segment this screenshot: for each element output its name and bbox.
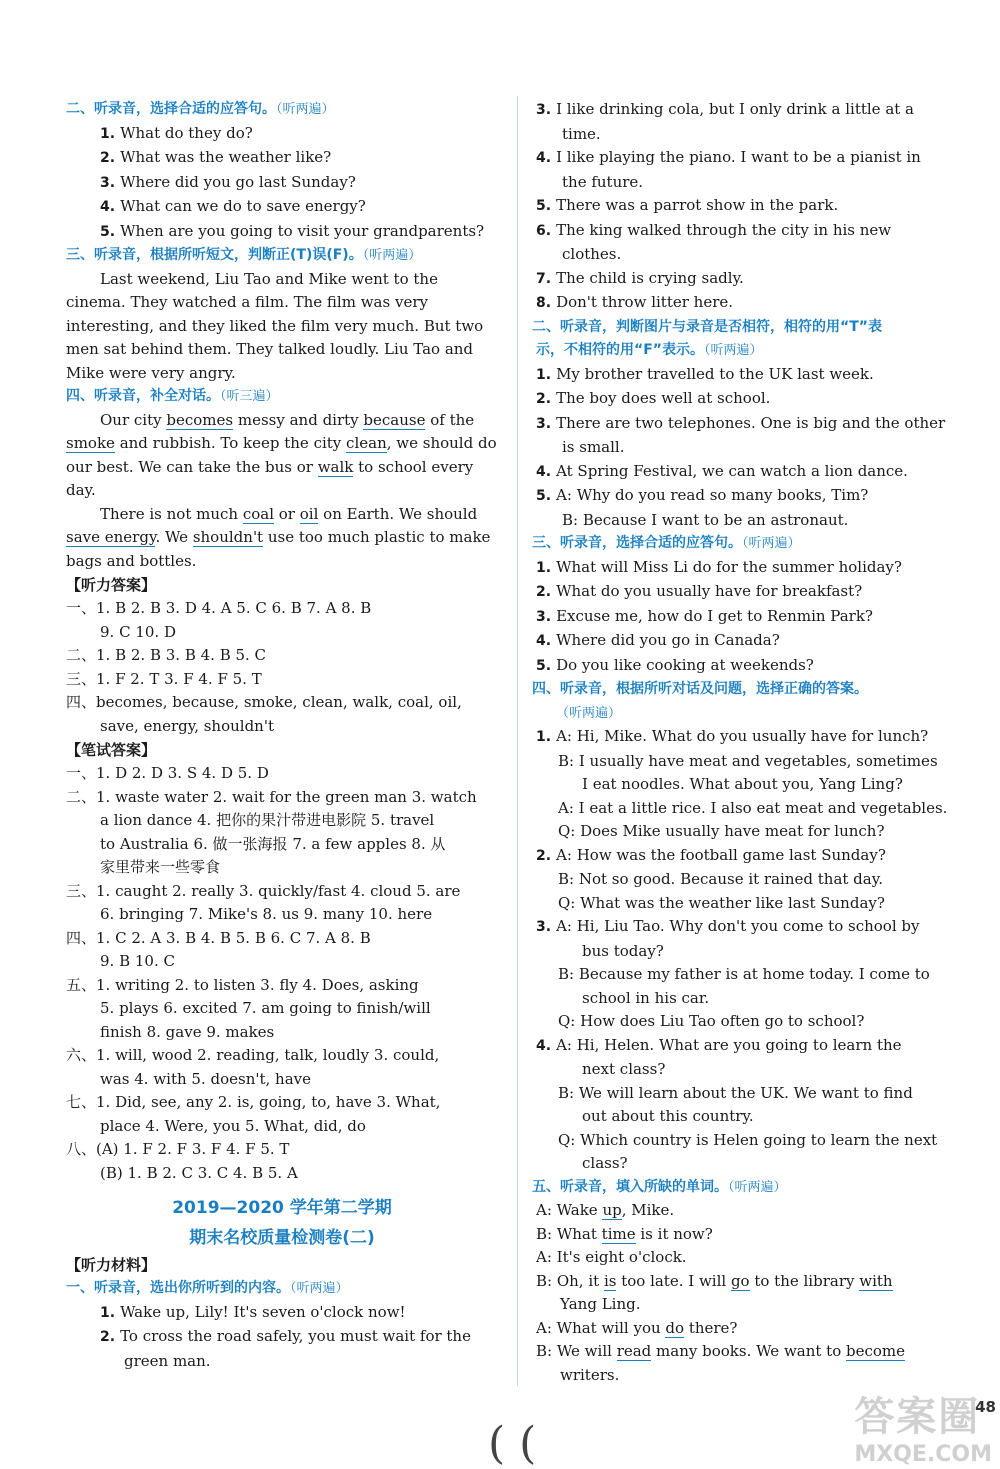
answer-row: save, energy, shouldn't xyxy=(100,716,274,735)
right-column xyxy=(532,98,974,1387)
answer-row: 七、1. Did, see, any 2. is, going, to, have 3. What, xyxy=(66,1093,441,1111)
question-item: 3. There are two telephones. One is big and the other xyxy=(536,413,946,432)
answer-row: 一、1. D 2. D 3. S 4. D 5. D xyxy=(66,764,269,782)
question-item: 5. There was a parrot show in the park. xyxy=(536,196,839,214)
section-heading: 四、听录音，根据所听对话及问题，选择正确的答案。 xyxy=(532,681,868,697)
question-item-cont: is small. xyxy=(562,438,625,456)
question-item: 4. Where did you go in Canada? xyxy=(536,631,780,649)
dialogue-line: A: I eat a little rice. I also eat meat and vegetables. xyxy=(558,798,948,817)
answer-row: 5. plays 6. excited 7. am going to finish/will xyxy=(100,999,431,1017)
dialogue-line: B: I usually have meat and vegetables, sometimes xyxy=(558,751,938,770)
dialogue-line: Q: How does Liu Tao often go to school? xyxy=(558,1012,865,1030)
question-item: 2. What do you usually have for breakfast? xyxy=(536,582,863,600)
watermark: 答案圈 MXQE.COM xyxy=(854,1394,992,1467)
question-item: 8. Don't throw litter here. xyxy=(536,293,734,311)
question-item-cont: time. xyxy=(562,124,601,143)
question-item: 1. My brother travelled to the UK last week. xyxy=(536,364,874,383)
question-item: 3. I like drinking cola, but I only drink a little at a xyxy=(536,100,914,118)
question-item: 1. What do they do? xyxy=(100,123,253,142)
question-item: 3. Excuse me, how do I get to Renmin Park? xyxy=(536,606,873,625)
handwritten-mark: ( ( xyxy=(488,1418,537,1469)
section-heading: 二、听录音，判断图片与录音是否相符，相符的用“T”表 xyxy=(532,318,882,335)
question-item: 2. The boy does well at school. xyxy=(536,389,771,407)
listening-answers-heading: 【听力答案】 xyxy=(66,576,157,594)
question-item: 1. Wake up, Lily! It's seven o'clock now! xyxy=(100,1302,406,1321)
answer-row: 一、1. B 2. B 3. D 4. A 5. C 6. B 7. A 8. B xyxy=(66,599,372,617)
dialogue-line: Q: Which country is Helen going to learn the next xyxy=(558,1130,938,1149)
fill-line: Yang Ling. xyxy=(560,1295,641,1313)
exam-subtitle: 期末名校质量检测卷(二) xyxy=(189,1228,375,1248)
column-divider xyxy=(517,96,518,1386)
question-item: 5. Do you like cooking at weekends? xyxy=(536,655,814,674)
question-item: 4. What can we do to save energy? xyxy=(100,197,366,215)
fill-line: A: Wake up, Mike. xyxy=(536,1201,675,1219)
section-heading: 五、听录音，填入所缺的单词。（听两遍） xyxy=(532,1178,787,1195)
section-heading: 一、听录音，选出你所听到的内容。（听两遍） xyxy=(66,1280,349,1296)
answer-row: 四、becomes, because, smoke, clean, walk, coal, oil, xyxy=(66,693,462,711)
answer-row: 9. B 10. C xyxy=(100,952,175,970)
question-item-cont: B: Because I want to be an astronaut. xyxy=(562,510,849,529)
question-item: 5. A: Why do you read so many books, Tim? xyxy=(536,486,869,504)
answer-row: to Australia 6. 做一张海报 7. a few apples 8. 从 xyxy=(100,834,446,853)
dialogue-line: I eat noodles. What about you, Yang Ling? xyxy=(582,775,903,793)
dialogue-line: B: Not so good. Because it rained that day. xyxy=(558,870,883,888)
dialogue-passage: Our city becomes messy and dirty because of the smoke and rubbish. To keep the city clean, we should do our best. We can take the bus or walk to school every day. There is not much coal or oil on Earth. We should save energy. We shouldn't use too much plastic to make bags and bottles. xyxy=(66,410,497,570)
fill-line: A: What will you do there? xyxy=(536,1318,738,1337)
question-item: 6. The king walked through the city in his new xyxy=(536,220,892,239)
question-item: 5. When are you going to visit your grandparents? xyxy=(100,221,485,240)
answer-row: place 4. Were, you 5. What, did, do xyxy=(100,1116,366,1135)
question-item: 3. Where did you go last Sunday? xyxy=(100,172,356,191)
dialogue-line: bus today? xyxy=(582,941,664,960)
section-heading: 示，不相符的用“F”表示。（听两遍） xyxy=(536,342,763,358)
dialogue-line: next class? xyxy=(582,1060,666,1078)
answer-row: 五、1. writing 2. to listen 3. fly 4. Does, asking xyxy=(66,975,419,994)
section-heading-note: （听两遍） xyxy=(556,705,622,721)
answer-row: finish 8. gave 9. makes xyxy=(100,1022,275,1041)
dialogue-line: B: We will learn about the UK. We want to find xyxy=(558,1083,913,1102)
listening-material-heading: 【听力材料】 xyxy=(66,1256,157,1274)
section-heading: 二、听录音，选择合适的应答句。（听两遍） xyxy=(66,101,335,117)
question-item: 1. What will Miss Li do for the summer holiday? xyxy=(536,557,902,576)
question-item: 2. What was the weather like? xyxy=(100,148,332,166)
dialogue-line: out about this country. xyxy=(582,1107,754,1125)
fill-line: writers. xyxy=(560,1365,620,1384)
section-heading: 四、听录音，补全对话。（听三遍） xyxy=(66,388,279,404)
answer-row: 三、1. F 2. T 3. F 4. F 5. T xyxy=(66,669,262,688)
question-item: 2. To cross the road safely, you must wait for the xyxy=(100,1327,471,1345)
question-item: 4. At Spring Festival, we can watch a lion dance. xyxy=(536,461,908,480)
fill-line: B: What time is it now? xyxy=(536,1224,713,1243)
question-item: 1. A: Hi, Mike. What do you usually have for lunch? xyxy=(536,727,929,745)
question-item-cont: clothes. xyxy=(562,245,622,263)
answer-row: 二、1. waste water 2. wait for the green man 3. watch xyxy=(66,787,477,806)
question-item: 2. A: How was the football game last Sunday? xyxy=(536,845,886,864)
answer-row: 二、1. B 2. B 3. B 4. B 5. C xyxy=(66,646,267,664)
answer-row: 9. C 10. D xyxy=(100,622,176,641)
dialogue-line: B: Because my father is at home today. I come to xyxy=(558,965,930,983)
question-item: 7. The child is crying sadly. xyxy=(536,268,744,287)
answer-row: 六、1. will, wood 2. reading, talk, loudly 3. could, xyxy=(66,1046,440,1064)
answer-row: a lion dance 4. 把你的果汁带进电影院 5. travel xyxy=(100,811,435,829)
answer-row: 八、(A) 1. F 2. F 3. F 4. F 5. T xyxy=(66,1140,290,1158)
page-number: 48 xyxy=(975,1398,996,1416)
dialogue-line: school in his car. xyxy=(582,988,710,1007)
fill-line: B: Oh, it is too late. I will go to the library with xyxy=(536,1271,893,1290)
answer-row: 四、1. C 2. A 3. B 4. B 5. B 6. C 7. A 8. B xyxy=(66,928,371,947)
fill-line: A: It's eight o'clock. xyxy=(536,1248,687,1266)
question-item: 4. I like playing the piano. I want to be a pianist in xyxy=(536,148,921,166)
answer-row: was 4. with 5. doesn't, have xyxy=(100,1069,312,1088)
written-answers-heading: 【笔试答案】 xyxy=(66,741,157,759)
answer-row: (B) 1. B 2. C 3. C 4. B 5. A xyxy=(100,1163,298,1182)
dialogue-line: Q: Does Mike usually have meat for lunch? xyxy=(558,822,885,840)
question-item-cont: the future. xyxy=(562,172,644,191)
exam-title: 2019—2020 学年第二学期 xyxy=(172,1198,392,1218)
question-item-cont: green man. xyxy=(124,1351,211,1370)
section-heading: 三、听录音，根据所听短文，判断正(T)误(F)。（听两遍） xyxy=(66,247,422,263)
answer-row: 6. bringing 7. Mike's 8. us 9. many 10. here xyxy=(100,905,433,923)
left-column xyxy=(66,98,498,1373)
question-item: 4. A: Hi, Helen. What are you going to learn the xyxy=(536,1035,902,1054)
question-item: 3. A: Hi, Liu Tao. Why don't you come to school by xyxy=(536,917,920,935)
passage: Last weekend, Liu Tao and Mike went to the cinema. They watched a film. The film was very interesting, and they liked the film very much. But two men sat behind them. They talked loudly. Liu Tao and Mike were very angry. xyxy=(66,269,484,382)
section-heading: 三、听录音，选择合适的应答句。（听两遍） xyxy=(532,535,801,551)
answer-row: 家里带来一些零食 xyxy=(100,858,221,876)
answer-row: 三、1. caught 2. really 3. quickly/fast 4. cloud 5. are xyxy=(66,881,461,900)
dialogue-line: class? xyxy=(582,1154,628,1172)
fill-line: B: We will read many books. We want to become xyxy=(536,1342,906,1360)
dialogue-line: Q: What was the weather like last Sunday? xyxy=(558,893,885,912)
